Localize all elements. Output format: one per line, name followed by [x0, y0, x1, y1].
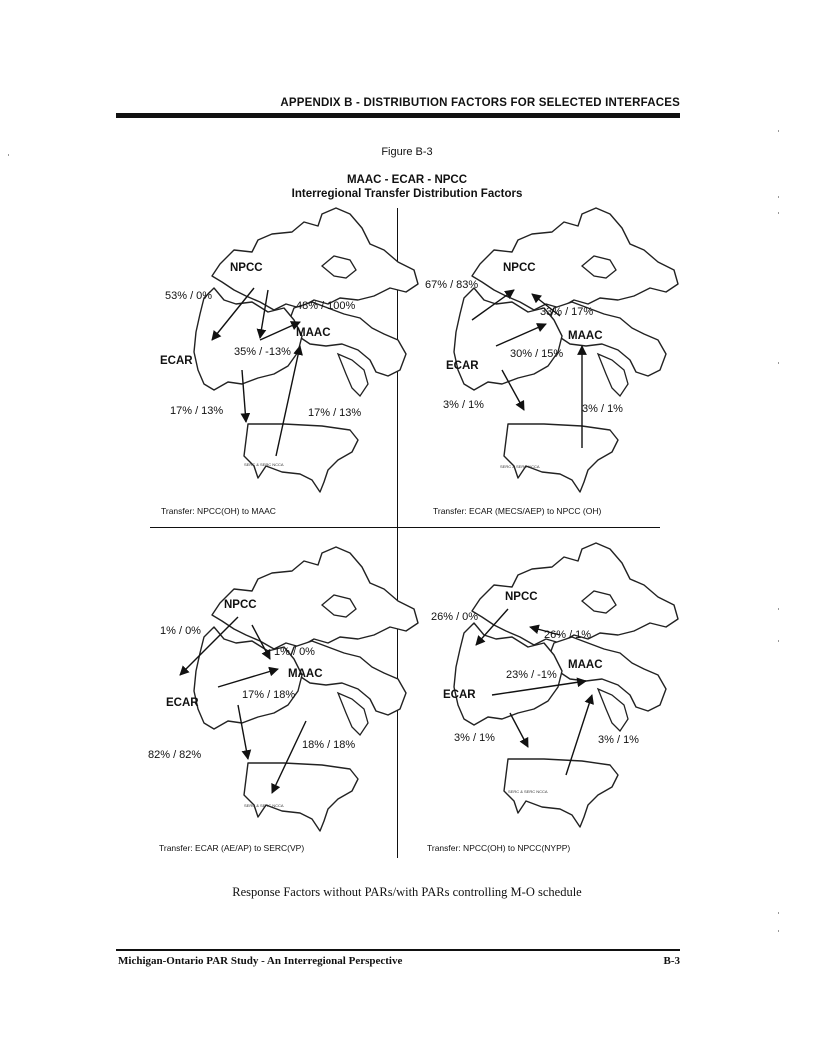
scan-speck [778, 912, 779, 914]
footer-page-number: B-3 [663, 955, 680, 967]
panel-ecar-to-npcc-oh [410, 200, 657, 520]
scan-speck [778, 130, 779, 132]
region-label-maac: MAAC [288, 668, 323, 680]
header-rule [116, 113, 680, 118]
panel-npcc-oh-to-maac [150, 200, 397, 520]
factor-label: 35% / -13% [234, 346, 291, 358]
scan-speck [778, 640, 779, 642]
scan-speck [778, 930, 779, 932]
footer-rule [116, 949, 680, 951]
scan-speck [8, 154, 9, 156]
region-label-serc: SERC & SERC NCCA [244, 462, 284, 467]
factor-label: 3% / 1% [598, 734, 639, 746]
region-label-npcc: NPCC [503, 262, 536, 274]
figure-title [0, 173, 814, 201]
region-label-ecar: ECAR [160, 355, 193, 367]
figure-caption: Response Factors without PARs/with PARs controlling M-O schedule [232, 885, 582, 899]
transfer-caption: Transfer: ECAR (MECS/AEP) to NPCC (OH) [433, 506, 602, 516]
figure-title-line2: Interregional Transfer Distribution Factors [291, 188, 523, 200]
factor-label: 23% / -1% [506, 669, 557, 681]
region-label-serc: SERC & SERC NCCA [500, 464, 540, 469]
factor-label: 33% / 17% [540, 306, 594, 318]
region-label-ecar: ECAR [443, 689, 476, 701]
figure-title-line1: MAAC - ECAR - NPCC [346, 174, 468, 186]
factor-label: 30% / 15% [510, 348, 564, 360]
panel-ecar-to-serc [140, 535, 397, 855]
region-label-npcc: NPCC [505, 591, 538, 603]
grid-divider-horizontal [150, 527, 660, 528]
region-label-maac: MAAC [568, 659, 603, 671]
factor-label: 3% / 1% [443, 399, 484, 411]
factor-label: 67% / 83% [425, 279, 479, 291]
region-label-serc: SERC & SERC NCCA [508, 789, 548, 794]
factor-label: 3% / 1% [582, 403, 623, 415]
scan-speck [778, 362, 779, 364]
region-label-maac: MAAC [296, 327, 331, 339]
grid-divider-vertical [397, 208, 398, 858]
factor-label: 3% / 1% [454, 732, 495, 744]
factor-label: 18% / 18% [302, 739, 356, 751]
factor-label: 17% / 13% [308, 407, 362, 419]
region-label-npcc: NPCC [224, 599, 257, 611]
scan-speck [778, 196, 779, 198]
region-label-ecar: ECAR [166, 697, 199, 709]
transfer-caption: Transfer: NPCC(OH) to MAAC [161, 506, 276, 516]
factor-label: 48% / 100% [296, 300, 356, 312]
footer-document-title: Michigan-Ontario PAR Study - An Interregional Perspective [118, 955, 403, 967]
panel-npcc-oh-to-nypp [410, 535, 657, 855]
region-label-serc: SERC & SERC NCCA [244, 803, 284, 808]
transfer-caption: Transfer: NPCC(OH) to NPCC(NYPP) [427, 843, 571, 853]
appendix-header: APPENDIX B - DISTRIBUTION FACTORS FOR SELECTED INTERFACES [280, 97, 680, 109]
scan-speck [778, 608, 779, 610]
arrow-ecar-to-serc [510, 713, 528, 747]
factor-label: 17% / 13% [170, 405, 224, 417]
factor-label: 82% / 82% [148, 749, 202, 761]
factor-label: 1% / 0% [274, 646, 315, 658]
region-label-maac: MAAC [568, 330, 603, 342]
figure-label: Figure B-3 [381, 146, 433, 158]
factor-label: 17% / 18% [242, 689, 296, 701]
scan-speck [778, 212, 779, 214]
region-label-ecar: ECAR [446, 360, 479, 372]
factor-label: 26% / 1% [544, 629, 592, 641]
factor-label: 26% / 0% [431, 611, 479, 623]
region-label-npcc: NPCC [230, 262, 263, 274]
factor-label: 1% / 0% [160, 625, 201, 637]
transfer-caption: Transfer: ECAR (AE/AP) to SERC(VP) [159, 843, 305, 853]
factor-label: 53% / 0% [165, 290, 213, 302]
